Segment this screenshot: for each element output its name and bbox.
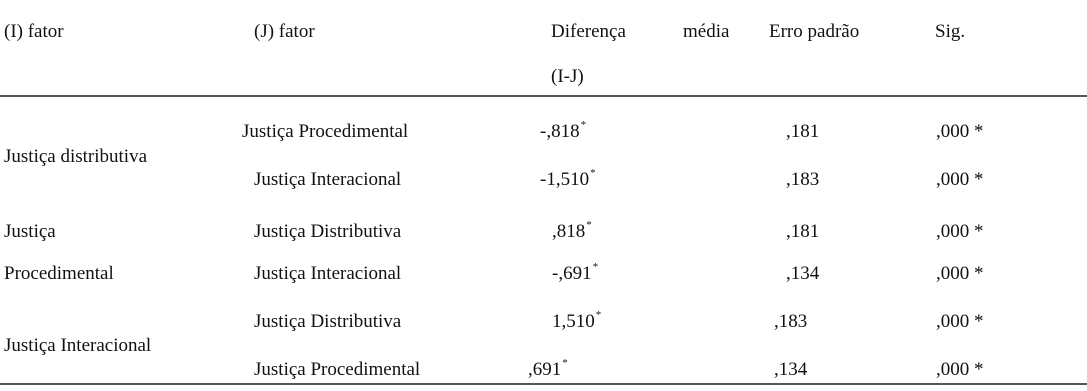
significance-mark: * (580, 119, 587, 131)
significance-mark: * (562, 357, 568, 369)
significance-mark: * (586, 219, 592, 231)
row-diferenca-value: -1,510 (540, 169, 590, 190)
row-erro-padrao: ,183 (774, 311, 808, 332)
row-diferenca (552, 261, 599, 284)
row-diferenca (552, 309, 602, 332)
group-label: Justiça distributiva (4, 146, 148, 167)
row-sig: ,000 * (936, 169, 984, 190)
row-diferenca (552, 219, 592, 242)
row-erro-padrao: ,134 (786, 263, 820, 284)
row-sig: ,000 * (936, 221, 984, 242)
row-diferenca (540, 119, 587, 142)
header-j-fator: (J) fator (254, 21, 315, 42)
significance-mark: * (590, 167, 596, 179)
row-j-fator: Justiça Procedimental (242, 121, 409, 142)
header-diferenca-ij: (I-J) (551, 66, 584, 87)
row-j-fator: Justiça Interacional (254, 169, 402, 190)
row-sig: ,000 * (936, 359, 984, 380)
row-sig: ,000 * (936, 263, 984, 284)
row-erro-padrao: ,181 (786, 121, 820, 142)
row-diferenca-value: ,691 (528, 359, 562, 380)
row-j-fator: Justiça Procedimental (254, 359, 421, 380)
row-erro-padrao: ,134 (774, 359, 808, 380)
row-erro-padrao: ,183 (786, 169, 820, 190)
bottom-rule (0, 383, 1087, 385)
header-diferenca: Diferença (551, 21, 626, 42)
header-media: média (683, 21, 730, 42)
row-diferenca (528, 357, 568, 380)
row-diferenca-value: -,691 (552, 263, 592, 284)
group-label: Justiça (4, 221, 56, 242)
row-erro-padrao: ,181 (786, 221, 820, 242)
row-j-fator: Justiça Interacional (254, 263, 402, 284)
header-i-fator: (I) fator (4, 21, 64, 42)
group-label: Procedimental (4, 263, 114, 284)
header-rule (0, 95, 1087, 97)
row-j-fator: Justiça Distributiva (254, 311, 402, 332)
significance-mark: * (595, 309, 602, 321)
row-diferenca-value: ,818 (552, 221, 586, 242)
row-j-fator: Justiça Distributiva (254, 221, 402, 242)
header-erro-padrao: Erro padrão (769, 21, 860, 42)
header-sig: Sig. (935, 21, 966, 42)
row-sig: ,000 * (936, 311, 984, 332)
row-diferenca (540, 167, 596, 190)
group-label: Justiça Interacional (4, 335, 152, 356)
significance-mark: * (592, 261, 599, 273)
row-diferenca-value: 1,510 (552, 311, 595, 332)
row-sig: ,000 * (936, 121, 984, 142)
row-diferenca-value: -,818 (540, 121, 580, 142)
